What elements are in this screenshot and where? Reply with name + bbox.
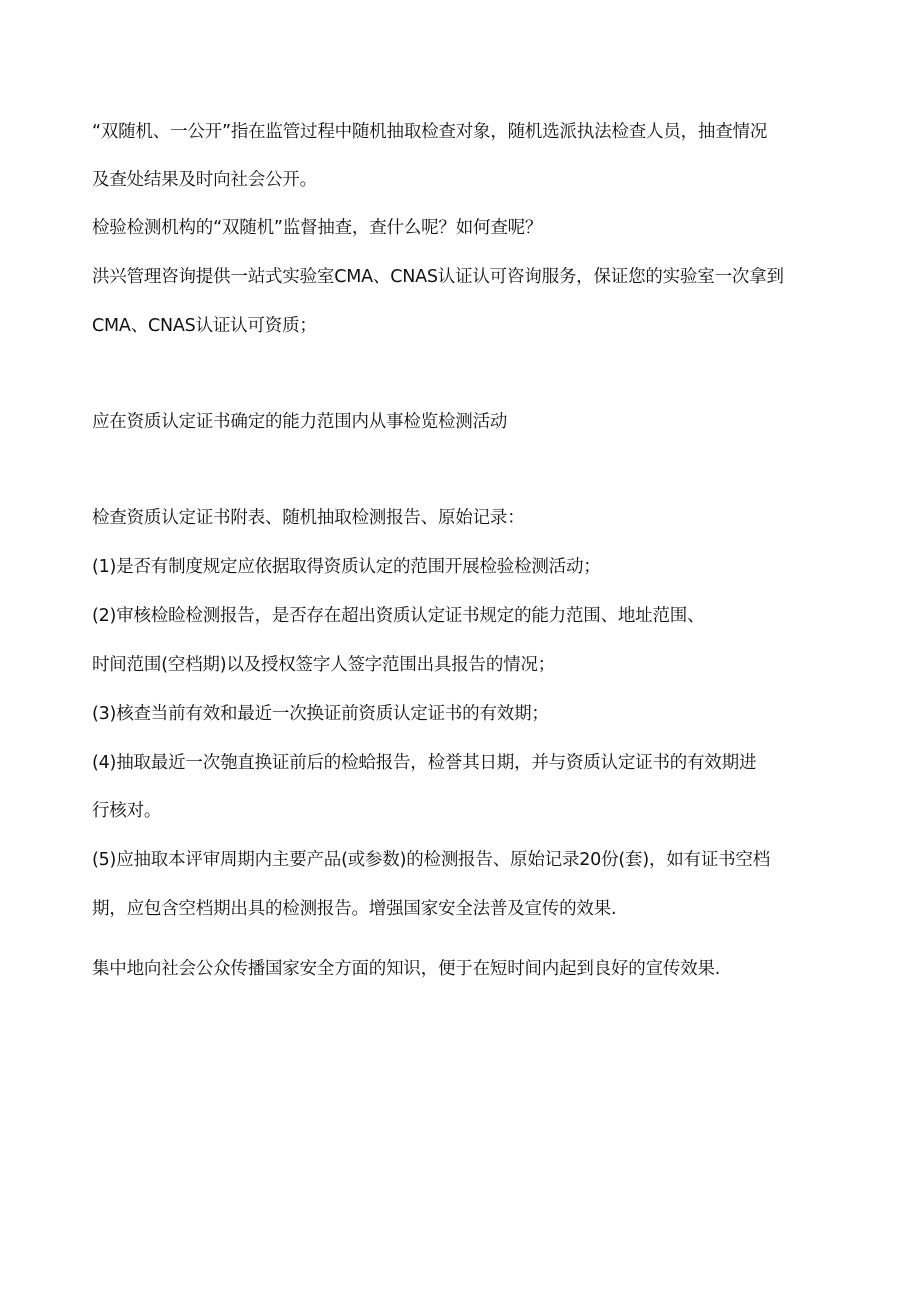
paragraph-line-3: 检验检测机构的“双随机”监督抽查，查什么呢？如何查呢？ bbox=[92, 218, 543, 238]
list-item-4-continued: 行核对。 bbox=[92, 801, 162, 821]
paragraph-line-2: 及查处结果及时向社会公开。 bbox=[92, 170, 317, 190]
list-item-5: (5)应抽取本评审周期内主要产品(或参数)的检测报告、原始记录20份(套)，如有证书空档 bbox=[92, 850, 771, 870]
list-item-4: (4)抽取最近一次匏直换证前后的检蛤报告，检誉其日期，并与资质认定证书的有效期进 bbox=[92, 753, 757, 773]
paragraph-line-5: CMA、CNAS认证认可资质； bbox=[92, 316, 317, 336]
paragraph-line-4: 洪兴管理咨询提供一站式实验室CMA、CNAS认证认可咨询服务，保证您的实验室一次拿到 bbox=[92, 267, 784, 287]
list-item-1: (1)是否有制度规定应依据取得资质认定的范围开展检验检测活动； bbox=[92, 557, 601, 577]
paragraph-line-6: 应在资质认定证书确定的能力范围内从事检览检测活动 bbox=[92, 412, 508, 432]
paragraph-line-final: 集中地向社会公众传播国家安全方面的知识，便于在短时间内起到良好的宣传效果. bbox=[92, 959, 721, 979]
list-item-2-continued: 时间范围(空档期)以及授权签字人签字范围出具报告的情况； bbox=[92, 655, 556, 675]
list-item-2: (2)审核检睑检测报告，是否存在超出资质认定证书规定的能力范围、地址范围、 bbox=[92, 606, 705, 626]
paragraph-line-1: “双随机、一公开”指在监管过程中随机抽取检查对象，随机选派执法检查人员，抽查情况 bbox=[92, 122, 768, 142]
paragraph-line-7: 检查资质认定证书附表、随机抽取检测报告、原始记录： bbox=[92, 508, 525, 528]
list-item-3: (3)核查当前有效和最近一次换证前资质认定证书的有效期； bbox=[92, 704, 549, 724]
list-item-5-continued: 期，应包含空档期出具的检测报告。增强国家安全法普及宣传的效果. bbox=[92, 899, 617, 919]
